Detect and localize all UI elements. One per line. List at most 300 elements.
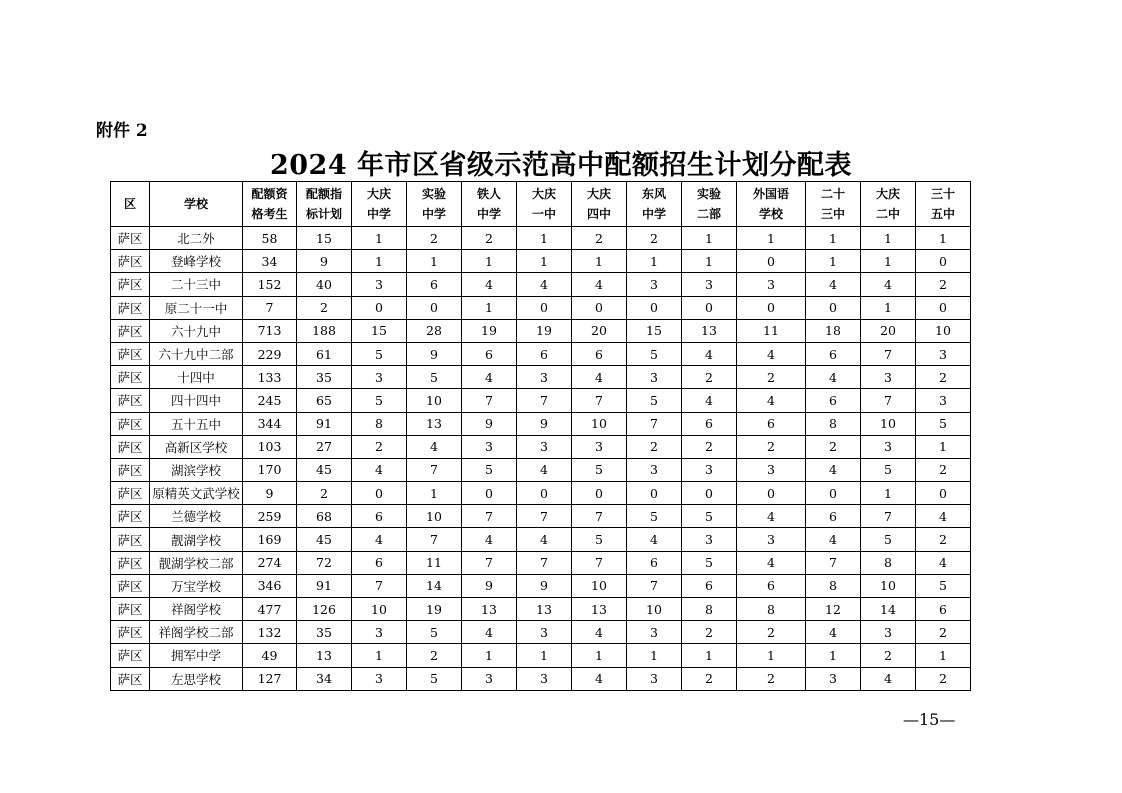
value-cell: 3 — [462, 435, 517, 458]
value-cell: 10 — [572, 574, 627, 597]
value-cell: 6 — [682, 574, 737, 597]
school-cell: 万宝学校 — [150, 574, 243, 597]
value-cell: 0 — [737, 250, 806, 273]
value-cell: 13 — [682, 319, 737, 342]
value-cell: 7 — [572, 551, 627, 574]
value-cell: 5 — [352, 389, 407, 412]
school-cell: 六十九中 — [150, 319, 243, 342]
value-cell: 2 — [916, 273, 971, 296]
value-cell: 2 — [407, 644, 462, 667]
value-cell: 7 — [627, 412, 682, 435]
value-cell: 3 — [627, 621, 682, 644]
value-cell: 8 — [861, 551, 916, 574]
value-cell: 9 — [407, 342, 462, 365]
value-cell: 7 — [627, 574, 682, 597]
value-cell: 0 — [572, 482, 627, 505]
value-cell: 3 — [352, 621, 407, 644]
value-cell: 5 — [407, 667, 462, 690]
value-cell: 1 — [462, 250, 517, 273]
value-cell: 10 — [352, 598, 407, 621]
value-cell: 2 — [682, 621, 737, 644]
value-cell: 2 — [407, 227, 462, 250]
value-cell: 8 — [682, 598, 737, 621]
column-header: 大庆 一中 — [517, 182, 572, 227]
value-cell: 229 — [243, 342, 297, 365]
value-cell: 344 — [243, 412, 297, 435]
column-header: 大庆 四中 — [572, 182, 627, 227]
school-cell: 六十九中二部 — [150, 342, 243, 365]
value-cell: 0 — [352, 296, 407, 319]
value-cell: 3 — [572, 435, 627, 458]
value-cell: 2 — [916, 528, 971, 551]
column-header: 实验 二部 — [682, 182, 737, 227]
value-cell: 7 — [572, 505, 627, 528]
value-cell: 0 — [737, 482, 806, 505]
value-cell: 3 — [682, 528, 737, 551]
value-cell: 4 — [572, 621, 627, 644]
value-cell: 6 — [806, 342, 861, 365]
value-cell: 5 — [916, 412, 971, 435]
value-cell: 28 — [407, 319, 462, 342]
value-cell: 3 — [627, 458, 682, 481]
school-cell: 湖滨学校 — [150, 458, 243, 481]
value-cell: 3 — [682, 458, 737, 481]
value-cell: 2 — [627, 227, 682, 250]
value-cell: 0 — [627, 482, 682, 505]
value-cell: 1 — [861, 296, 916, 319]
value-cell: 1 — [407, 250, 462, 273]
value-cell: 7 — [861, 342, 916, 365]
table-row — [111, 342, 971, 365]
value-cell: 3 — [517, 667, 572, 690]
value-cell: 9 — [462, 574, 517, 597]
value-cell: 68 — [297, 505, 352, 528]
value-cell: 4 — [861, 667, 916, 690]
value-cell: 132 — [243, 621, 297, 644]
column-header: 配额指 标计划 — [297, 182, 352, 227]
value-cell: 2 — [682, 667, 737, 690]
value-cell: 1 — [517, 644, 572, 667]
table-header-row — [111, 182, 971, 227]
district-cell: 萨区 — [111, 342, 150, 365]
value-cell: 3 — [806, 667, 861, 690]
value-cell: 19 — [407, 598, 462, 621]
value-cell: 58 — [243, 227, 297, 250]
column-header: 学校 — [150, 182, 243, 227]
value-cell: 4 — [806, 621, 861, 644]
value-cell: 8 — [737, 598, 806, 621]
table-row — [111, 621, 971, 644]
value-cell: 3 — [352, 273, 407, 296]
value-cell: 0 — [682, 296, 737, 319]
value-cell: 1 — [572, 250, 627, 273]
value-cell: 4 — [627, 528, 682, 551]
value-cell: 9 — [297, 250, 352, 273]
value-cell: 2 — [737, 366, 806, 389]
value-cell: 1 — [916, 435, 971, 458]
value-cell: 126 — [297, 598, 352, 621]
table-row — [111, 458, 971, 481]
value-cell: 2 — [297, 296, 352, 319]
district-cell: 萨区 — [111, 296, 150, 319]
table-row — [111, 296, 971, 319]
value-cell: 4 — [806, 366, 861, 389]
value-cell: 0 — [517, 482, 572, 505]
table-row — [111, 389, 971, 412]
value-cell: 7 — [462, 389, 517, 412]
value-cell: 5 — [407, 366, 462, 389]
attachment-label: 附件 2 — [96, 121, 148, 141]
school-cell: 北二外 — [150, 227, 243, 250]
district-cell: 萨区 — [111, 644, 150, 667]
value-cell: 6 — [627, 551, 682, 574]
value-cell: 1 — [517, 250, 572, 273]
school-cell: 十四中 — [150, 366, 243, 389]
value-cell: 3 — [352, 667, 407, 690]
value-cell: 0 — [517, 296, 572, 319]
value-cell: 4 — [737, 551, 806, 574]
value-cell: 4 — [462, 528, 517, 551]
value-cell: 34 — [243, 250, 297, 273]
value-cell: 15 — [627, 319, 682, 342]
district-cell: 萨区 — [111, 505, 150, 528]
value-cell: 0 — [682, 482, 737, 505]
value-cell: 3 — [737, 273, 806, 296]
value-cell: 1 — [352, 227, 407, 250]
value-cell: 4 — [517, 528, 572, 551]
value-cell: 8 — [352, 412, 407, 435]
table-row — [111, 227, 971, 250]
value-cell: 1 — [916, 644, 971, 667]
value-cell: 14 — [861, 598, 916, 621]
district-cell: 萨区 — [111, 598, 150, 621]
value-cell: 0 — [737, 296, 806, 319]
value-cell: 1 — [861, 482, 916, 505]
value-cell: 40 — [297, 273, 352, 296]
value-cell: 152 — [243, 273, 297, 296]
table-row — [111, 574, 971, 597]
table-row — [111, 505, 971, 528]
column-header: 二十 三中 — [806, 182, 861, 227]
value-cell: 5 — [682, 505, 737, 528]
district-cell: 萨区 — [111, 667, 150, 690]
value-cell: 2 — [916, 458, 971, 481]
value-cell: 8 — [806, 412, 861, 435]
value-cell: 127 — [243, 667, 297, 690]
value-cell: 2 — [861, 644, 916, 667]
value-cell: 3 — [517, 366, 572, 389]
value-cell: 1 — [737, 644, 806, 667]
value-cell: 1 — [352, 250, 407, 273]
value-cell: 5 — [861, 458, 916, 481]
district-cell: 萨区 — [111, 389, 150, 412]
value-cell: 10 — [627, 598, 682, 621]
value-cell: 133 — [243, 366, 297, 389]
school-cell: 祥阁学校 — [150, 598, 243, 621]
value-cell: 2 — [682, 435, 737, 458]
value-cell: 2 — [916, 366, 971, 389]
district-cell: 萨区 — [111, 574, 150, 597]
table-row — [111, 412, 971, 435]
value-cell: 0 — [462, 482, 517, 505]
column-header: 配额资 格考生 — [243, 182, 297, 227]
value-cell: 4 — [572, 366, 627, 389]
value-cell: 0 — [352, 482, 407, 505]
value-cell: 3 — [861, 435, 916, 458]
value-cell: 72 — [297, 551, 352, 574]
value-cell: 4 — [462, 366, 517, 389]
value-cell: 3 — [627, 366, 682, 389]
value-cell: 4 — [407, 435, 462, 458]
value-cell: 3 — [861, 621, 916, 644]
value-cell: 9 — [462, 412, 517, 435]
value-cell: 274 — [243, 551, 297, 574]
school-cell: 二十三中 — [150, 273, 243, 296]
value-cell: 7 — [517, 551, 572, 574]
value-cell: 0 — [916, 296, 971, 319]
value-cell: 7 — [462, 551, 517, 574]
district-cell: 萨区 — [111, 551, 150, 574]
district-cell: 萨区 — [111, 435, 150, 458]
value-cell: 5 — [682, 551, 737, 574]
value-cell: 0 — [407, 296, 462, 319]
value-cell: 2 — [806, 435, 861, 458]
value-cell: 3 — [737, 528, 806, 551]
value-cell: 2 — [352, 435, 407, 458]
school-cell: 原精英文武学校 — [150, 482, 243, 505]
value-cell: 4 — [462, 621, 517, 644]
value-cell: 169 — [243, 528, 297, 551]
school-cell: 登峰学校 — [150, 250, 243, 273]
value-cell: 2 — [737, 435, 806, 458]
value-cell: 1 — [916, 227, 971, 250]
value-cell: 6 — [806, 505, 861, 528]
value-cell: 1 — [806, 250, 861, 273]
value-cell: 245 — [243, 389, 297, 412]
value-cell: 259 — [243, 505, 297, 528]
district-cell: 萨区 — [111, 366, 150, 389]
value-cell: 3 — [627, 273, 682, 296]
value-cell: 0 — [806, 296, 861, 319]
value-cell: 3 — [517, 621, 572, 644]
value-cell: 5 — [627, 389, 682, 412]
value-cell: 15 — [352, 319, 407, 342]
value-cell: 5 — [352, 342, 407, 365]
value-cell: 1 — [517, 227, 572, 250]
value-cell: 346 — [243, 574, 297, 597]
column-header: 铁人 中学 — [462, 182, 517, 227]
value-cell: 1 — [462, 644, 517, 667]
value-cell: 7 — [806, 551, 861, 574]
column-header: 区 — [111, 182, 150, 227]
value-cell: 9 — [517, 574, 572, 597]
value-cell: 19 — [462, 319, 517, 342]
value-cell: 7 — [243, 296, 297, 319]
value-cell: 3 — [627, 667, 682, 690]
value-cell: 3 — [737, 458, 806, 481]
value-cell: 4 — [916, 505, 971, 528]
school-cell: 靓湖学校二部 — [150, 551, 243, 574]
value-cell: 4 — [462, 273, 517, 296]
value-cell: 0 — [627, 296, 682, 319]
page-title: 2024 年市区省级示范高中配额招生计划分配表 — [269, 150, 853, 181]
value-cell: 6 — [737, 574, 806, 597]
value-cell: 0 — [916, 482, 971, 505]
value-cell: 2 — [297, 482, 352, 505]
value-cell: 1 — [806, 227, 861, 250]
value-cell: 4 — [517, 273, 572, 296]
value-cell: 4 — [861, 273, 916, 296]
school-cell: 祥阁学校二部 — [150, 621, 243, 644]
value-cell: 103 — [243, 435, 297, 458]
district-cell: 萨区 — [111, 412, 150, 435]
table-body — [111, 227, 971, 691]
school-cell: 原二十一中 — [150, 296, 243, 319]
table-row — [111, 366, 971, 389]
value-cell: 3 — [916, 342, 971, 365]
value-cell: 10 — [861, 574, 916, 597]
value-cell: 20 — [861, 319, 916, 342]
value-cell: 6 — [682, 412, 737, 435]
value-cell: 1 — [861, 250, 916, 273]
value-cell: 3 — [916, 389, 971, 412]
school-cell: 五十五中 — [150, 412, 243, 435]
value-cell: 4 — [352, 528, 407, 551]
value-cell: 1 — [407, 482, 462, 505]
value-cell: 7 — [517, 389, 572, 412]
value-cell: 5 — [627, 342, 682, 365]
value-cell: 3 — [861, 366, 916, 389]
value-cell: 19 — [517, 319, 572, 342]
value-cell: 9 — [243, 482, 297, 505]
table-row — [111, 644, 971, 667]
value-cell: 170 — [243, 458, 297, 481]
value-cell: 13 — [462, 598, 517, 621]
school-cell: 拥军中学 — [150, 644, 243, 667]
table-row — [111, 551, 971, 574]
column-header: 大庆 二中 — [861, 182, 916, 227]
table-row — [111, 435, 971, 458]
value-cell: 0 — [572, 296, 627, 319]
value-cell: 7 — [572, 389, 627, 412]
value-cell: 65 — [297, 389, 352, 412]
value-cell: 12 — [806, 598, 861, 621]
value-cell: 27 — [297, 435, 352, 458]
value-cell: 0 — [806, 482, 861, 505]
value-cell: 4 — [517, 458, 572, 481]
value-cell: 10 — [861, 412, 916, 435]
value-cell: 20 — [572, 319, 627, 342]
value-cell: 13 — [517, 598, 572, 621]
table-row — [111, 319, 971, 342]
value-cell: 7 — [407, 528, 462, 551]
value-cell: 4 — [737, 389, 806, 412]
value-cell: 713 — [243, 319, 297, 342]
value-cell: 13 — [297, 644, 352, 667]
value-cell: 13 — [407, 412, 462, 435]
value-cell: 7 — [462, 505, 517, 528]
value-cell: 4 — [737, 505, 806, 528]
page-number: —15— — [903, 710, 956, 729]
value-cell: 2 — [916, 667, 971, 690]
value-cell: 4 — [806, 528, 861, 551]
value-cell: 45 — [297, 528, 352, 551]
value-cell: 2 — [462, 227, 517, 250]
school-cell: 四十四中 — [150, 389, 243, 412]
value-cell: 2 — [737, 621, 806, 644]
value-cell: 4 — [352, 458, 407, 481]
value-cell: 7 — [517, 505, 572, 528]
district-cell: 萨区 — [111, 273, 150, 296]
column-header: 外国语 学校 — [737, 182, 806, 227]
value-cell: 4 — [572, 273, 627, 296]
value-cell: 7 — [861, 505, 916, 528]
value-cell: 11 — [737, 319, 806, 342]
value-cell: 5 — [861, 528, 916, 551]
value-cell: 5 — [916, 574, 971, 597]
value-cell: 6 — [737, 412, 806, 435]
value-cell: 91 — [297, 574, 352, 597]
table-row — [111, 273, 971, 296]
value-cell: 1 — [861, 227, 916, 250]
district-cell: 萨区 — [111, 319, 150, 342]
column-header: 实验 中学 — [407, 182, 462, 227]
value-cell: 4 — [572, 667, 627, 690]
district-cell: 萨区 — [111, 621, 150, 644]
value-cell: 2 — [682, 366, 737, 389]
value-cell: 7 — [352, 574, 407, 597]
value-cell: 35 — [297, 621, 352, 644]
value-cell: 3 — [462, 667, 517, 690]
school-cell: 高新区学校 — [150, 435, 243, 458]
district-cell: 萨区 — [111, 250, 150, 273]
value-cell: 35 — [297, 366, 352, 389]
district-cell: 萨区 — [111, 458, 150, 481]
value-cell: 6 — [517, 342, 572, 365]
value-cell: 7 — [861, 389, 916, 412]
value-cell: 6 — [352, 551, 407, 574]
value-cell: 1 — [627, 644, 682, 667]
district-cell: 萨区 — [111, 227, 150, 250]
value-cell: 13 — [572, 598, 627, 621]
table-row — [111, 250, 971, 273]
value-cell: 0 — [916, 250, 971, 273]
value-cell: 1 — [806, 644, 861, 667]
table-row — [111, 598, 971, 621]
value-cell: 6 — [407, 273, 462, 296]
value-cell: 4 — [806, 273, 861, 296]
value-cell: 49 — [243, 644, 297, 667]
table-row — [111, 667, 971, 690]
value-cell: 10 — [916, 319, 971, 342]
value-cell: 2 — [916, 621, 971, 644]
value-cell: 1 — [682, 227, 737, 250]
value-cell: 4 — [916, 551, 971, 574]
column-header: 东风 中学 — [627, 182, 682, 227]
value-cell: 5 — [462, 458, 517, 481]
value-cell: 10 — [572, 412, 627, 435]
value-cell: 2 — [627, 435, 682, 458]
value-cell: 1 — [682, 644, 737, 667]
value-cell: 11 — [407, 551, 462, 574]
value-cell: 5 — [627, 505, 682, 528]
value-cell: 14 — [407, 574, 462, 597]
value-cell: 4 — [682, 389, 737, 412]
value-cell: 6 — [916, 598, 971, 621]
value-cell: 1 — [737, 227, 806, 250]
table-row — [111, 528, 971, 551]
value-cell: 6 — [352, 505, 407, 528]
